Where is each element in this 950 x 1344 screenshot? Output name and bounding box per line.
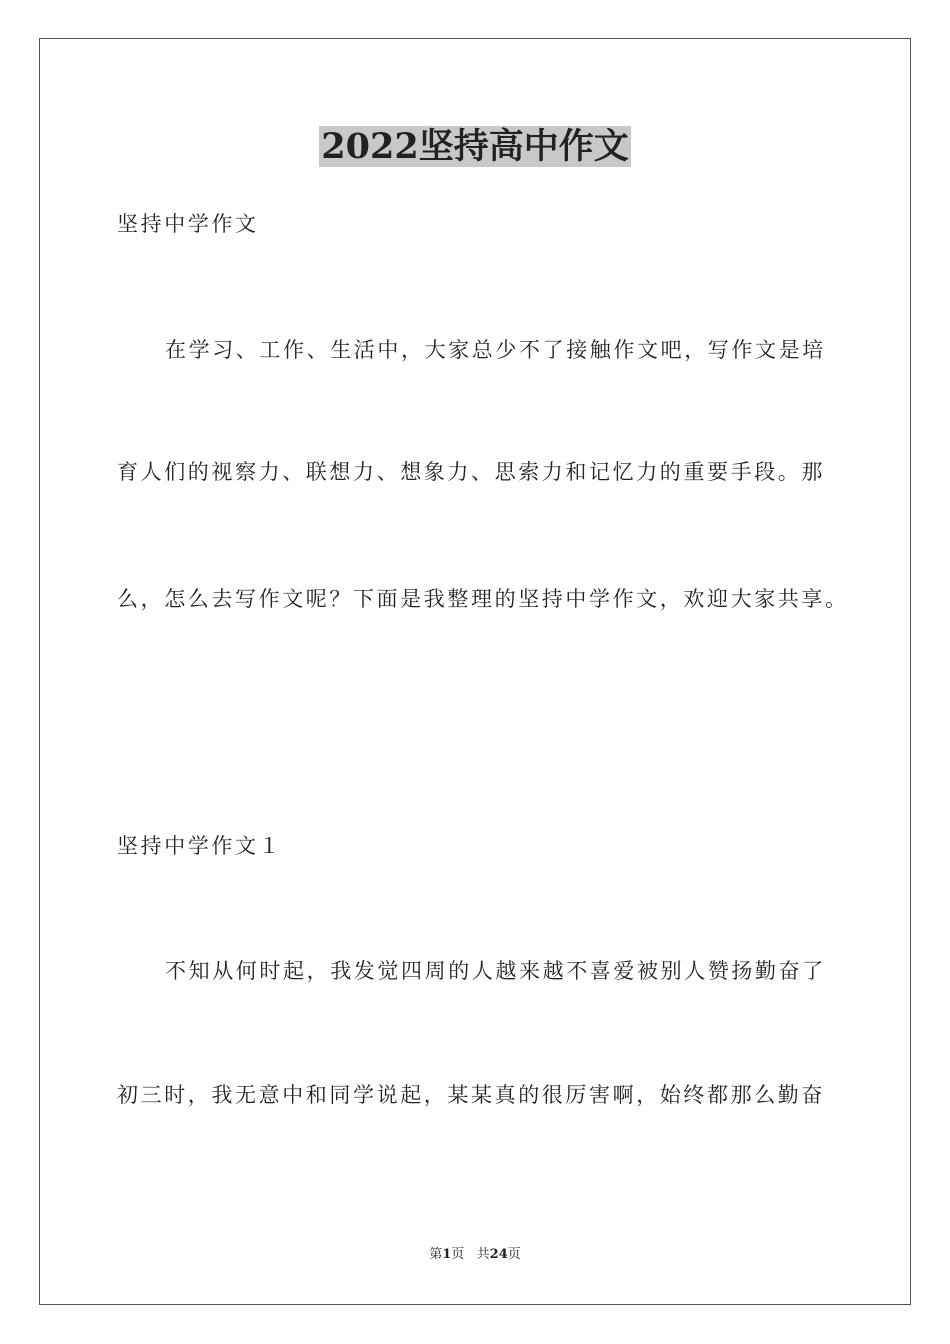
document-title [0,122,950,172]
footer-page-number: 1 [442,1247,452,1262]
paragraph-line: 初三时，我无意中和同学说起，某某真的很厉害啊，始终都那么勤奋 [117,1083,825,1107]
footer-page-prefix: 第 [429,1247,443,1262]
paragraph-line: 么，怎么去写作文呢？下面是我整理的坚持中学作文，欢迎大家共享。 [117,587,849,611]
paragraph-line: 育人们的视察力、联想力、想象力、思索力和记忆力的重要手段。那 [117,460,825,484]
footer-total-suffix: 页 [507,1247,521,1262]
document-title-text: 2022坚持高中作文 [321,126,629,167]
section-heading: 坚持中学作文１ [117,834,283,858]
section-heading: 坚持中学作文 [117,212,259,236]
footer-total-pages: 24 [489,1247,508,1262]
page-footer [0,1246,950,1264]
paragraph-line: 不知从何时起，我发觉四周的人越来越不喜爱被别人赞扬勤奋了 [165,959,826,983]
footer-page-suffix: 页 共 [451,1247,490,1262]
paragraph-line: 在学习、工作、生活中，大家总少不了接触作文吧，写作文是培 [165,338,826,362]
